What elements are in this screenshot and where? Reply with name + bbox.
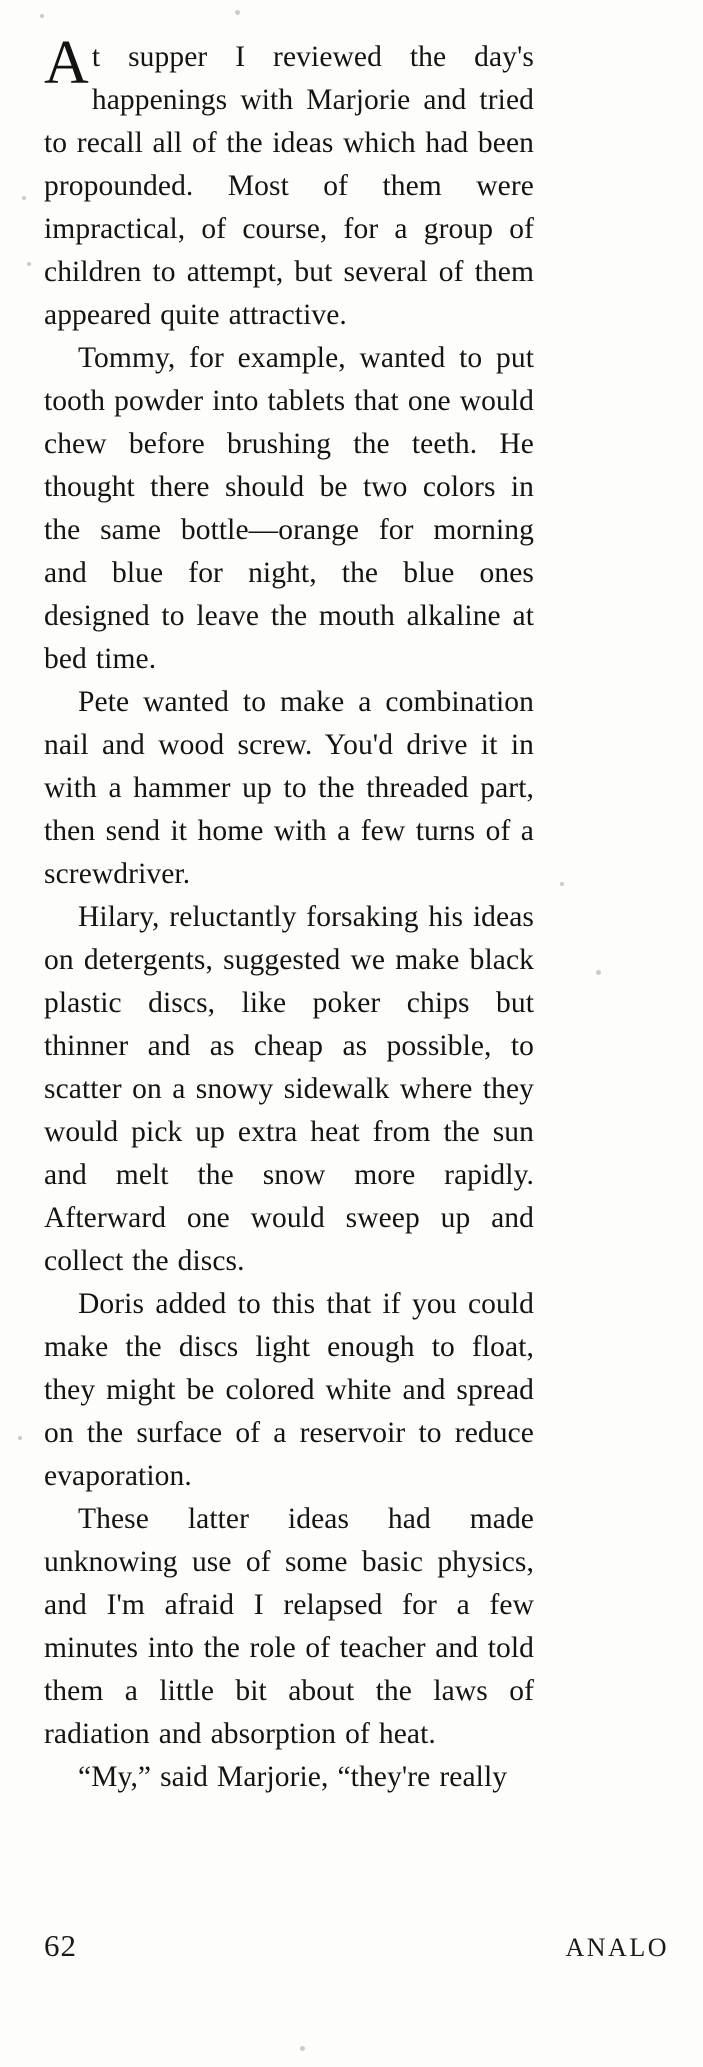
scan-speck — [40, 14, 44, 18]
running-head: ANALO — [565, 1933, 669, 1962]
paragraph-text: t supper I reviewed the day's happenings with Marjorie and tried to recall all of the ideas which had been propounded. Most of them were impractical, of course, for a group of children to attempt, but several of them appeared quite attractive. — [44, 41, 534, 331]
drop-cap: A — [44, 29, 89, 97]
scan-speck — [18, 1436, 22, 1440]
scan-speck — [300, 2046, 305, 2051]
scan-speck — [596, 970, 601, 975]
scan-speck — [560, 882, 564, 886]
scan-speck — [235, 10, 240, 15]
paragraph: “My,” said Marjorie, “they're really — [78, 1761, 508, 1793]
scan-speck — [22, 196, 26, 200]
page-footer — [44, 1928, 669, 1964]
paragraph — [44, 29, 534, 337]
paragraph: Pete wanted to make a combination nail and wood screw. You'd drive it in with a hammer up to the threaded part, then send it home with a few turns of a screwdriver. — [44, 686, 534, 890]
text-column — [44, 29, 534, 1799]
paragraph: These latter ideas had made unknowing use of some basic physics, and I'm afraid I relapsed for a few minutes into the role of teacher and told them a little bit about the laws of radiation and absorption of heat. — [44, 1503, 534, 1750]
paragraph: Hilary, reluctantly forsaking his ideas on detergents, suggested we make black plastic discs, like poker chips but thinner and as cheap as possible, to scatter on a snowy sidewalk where they would pick up extra heat from the sun and melt the snow more rapidly. Afterward one would sweep up and collect the discs. — [44, 901, 534, 1277]
paragraph: Tommy, for example, wanted to put tooth powder into tablets that one would chew before brushing the teeth. He thought there should be two colors in the same bottle—orange for morning and blue for night, the blue ones designed to leave the mouth alkaline at bed time. — [44, 342, 534, 675]
paragraph: Doris added to this that if you could make the discs light enough to float, they might be colored white and spread on the surface of a reservoir to reduce evaporation. — [44, 1288, 534, 1492]
page-number: 62 — [44, 1928, 77, 1963]
scan-speck — [27, 262, 31, 266]
